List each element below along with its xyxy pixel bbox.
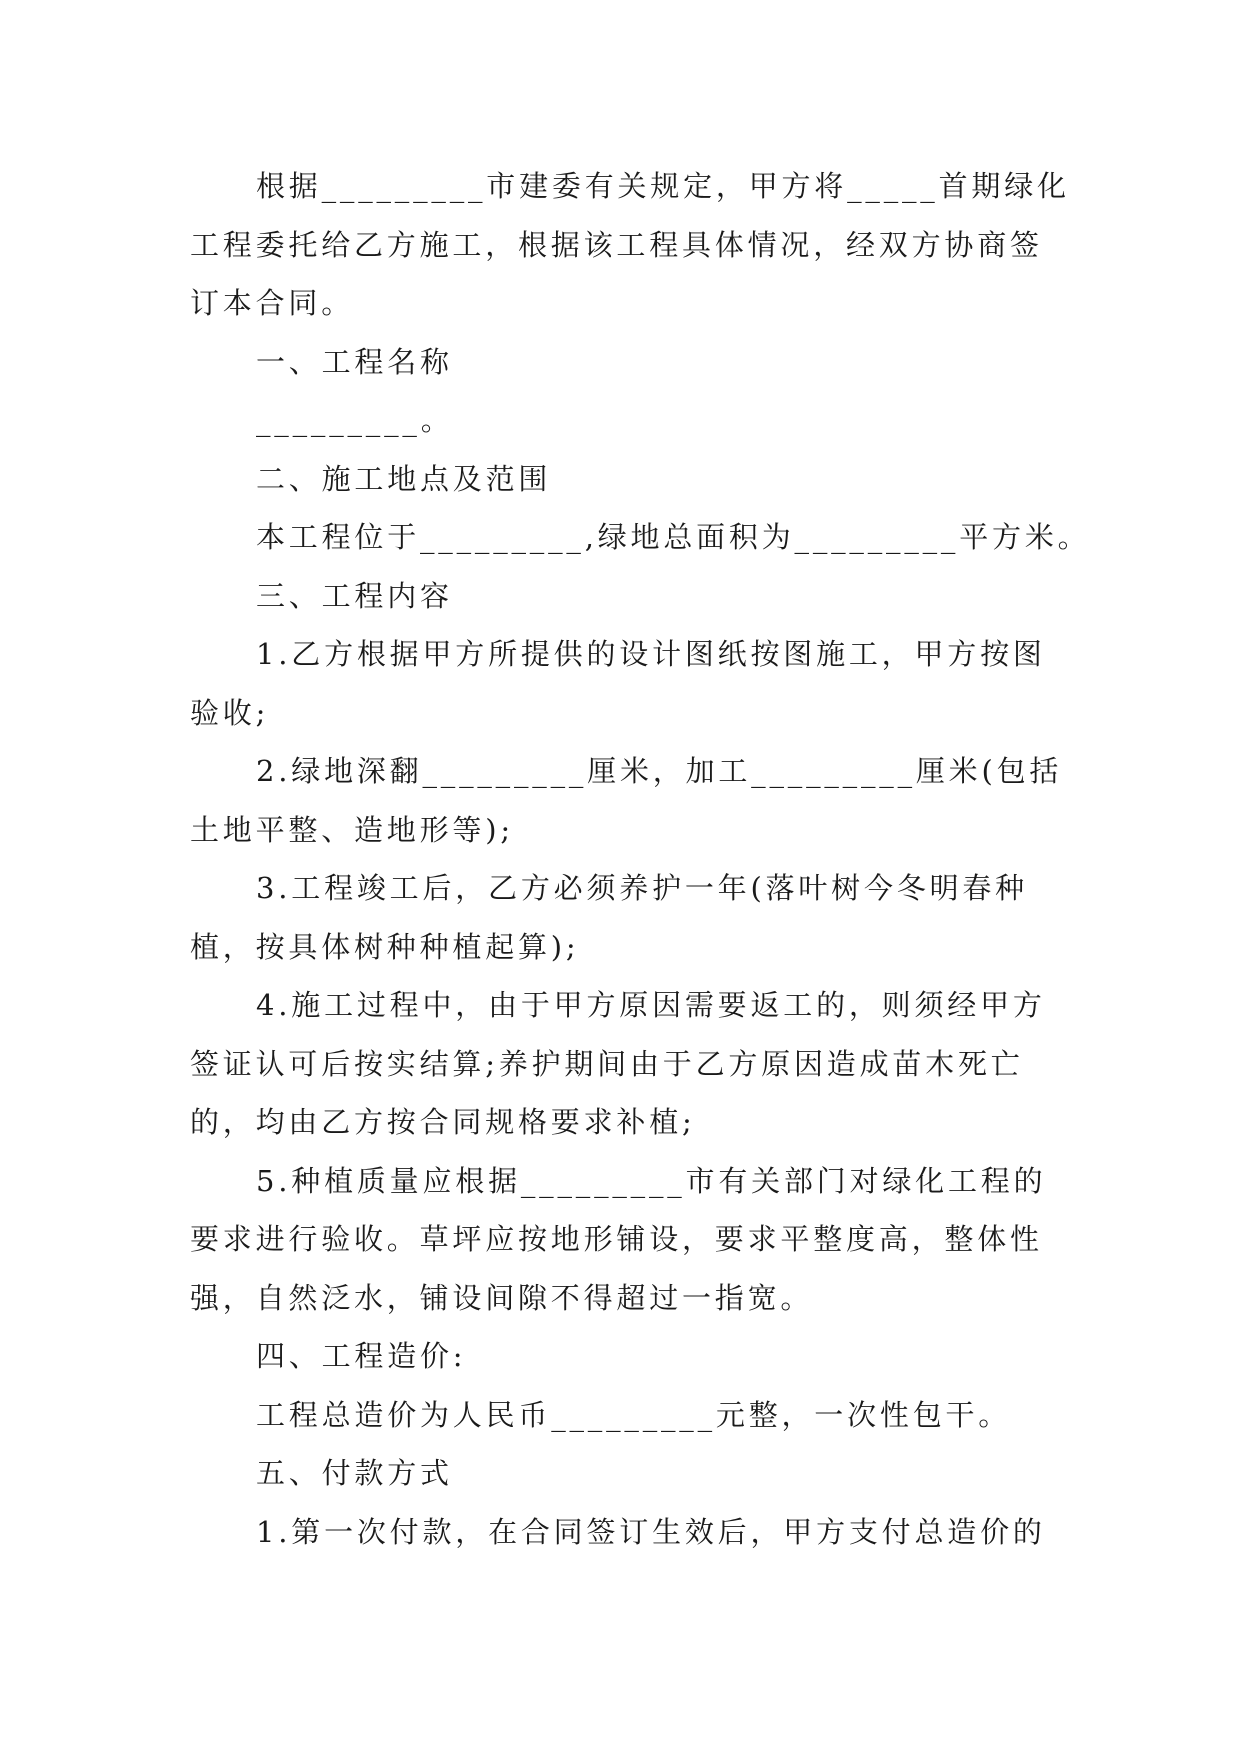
paragraph-line: 本工程位于_________,绿地总面积为_________平方米。	[256, 520, 1091, 554]
section-heading: 二、施工地点及范围	[256, 462, 552, 496]
paragraph-line: 的，均由乙方按合同规格要求补植;	[190, 1105, 696, 1139]
paragraph-line: 4.施工过程中，由于甲方原因需要返工的，则须经甲方	[256, 988, 1046, 1022]
paragraph-line: 根据_________市建委有关规定，甲方将_____首期绿化	[256, 169, 1070, 203]
section-heading: 四、工程造价:	[256, 1339, 467, 1373]
paragraph-line: 验收;	[190, 696, 270, 730]
paragraph-line: 订本合同。	[190, 286, 355, 320]
paragraph-line: 2.绿地深翻_________厘米，加工_________厘米(包括	[256, 754, 1063, 788]
paragraph-line: 1.乙方根据甲方所提供的设计图纸按图施工，甲方按图	[256, 637, 1046, 671]
paragraph-line: 5.种植质量应根据_________市有关部门对绿化工程的	[256, 1164, 1047, 1198]
blank-field-line: _________。	[256, 403, 454, 437]
paragraph-line: 要求进行验收。草坪应按地形铺设，要求平整度高，整体性	[190, 1222, 1043, 1256]
paragraph-line: 1.第一次付款，在合同签订生效后，甲方支付总造价的	[256, 1515, 1046, 1549]
section-heading: 五、付款方式	[256, 1456, 453, 1490]
section-heading: 一、工程名称	[256, 345, 453, 379]
paragraph-line: 植，按具体树种种植起算);	[190, 930, 580, 964]
paragraph-line: 强，自然泛水，铺设间隙不得超过一指宽。	[190, 1281, 814, 1315]
paragraph-line: 签证认可后按实结算;养护期间由于乙方原因造成苗木死亡	[190, 1047, 1024, 1081]
paragraph-line: 土地平整、造地形等);	[190, 813, 514, 847]
section-heading: 三、工程内容	[256, 579, 453, 613]
paragraph-line: 3.工程竣工后，乙方必须养护一年(落叶树今冬明春种	[256, 871, 1028, 905]
paragraph-line: 工程委托给乙方施工，根据该工程具体情况，经双方协商签	[190, 228, 1043, 262]
paragraph-line: 工程总造价为人民币_________元整，一次性包干。	[256, 1398, 1012, 1432]
